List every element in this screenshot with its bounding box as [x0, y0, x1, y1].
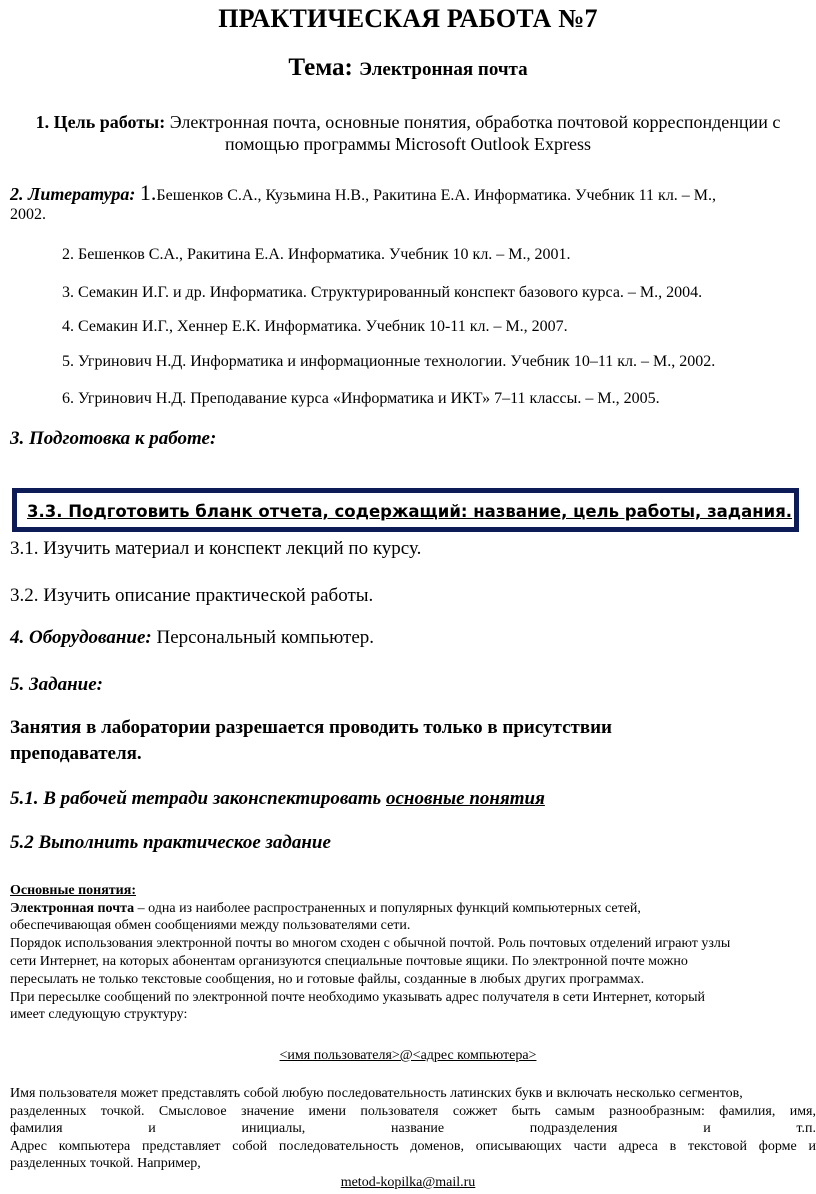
literature-line-2: 2002. [10, 206, 46, 223]
page-title: ПРАКТИЧЕСКАЯ РАБОТА №7 [218, 4, 598, 33]
literature-item: 4. Семакин И.Г., Хеннер Е.К. Информатика. Учебник 10-11 кл. – М., 2007. [62, 318, 568, 335]
literature-first-number: 1. [139, 180, 157, 205]
equipment-value: Персональный компьютер. [156, 627, 375, 648]
concepts-email-line-1 [10, 901, 641, 917]
preparation-item-1: 3.1. Изучить материал и конспект лекций по курсу. [10, 538, 422, 559]
email-term: Электронная почта [10, 901, 135, 916]
concepts-paragraph-line: Имя пользователя может представлять собой любую последовательность латинских букв и включать несколько сегментов, [10, 1086, 743, 1101]
task-sub-1 [10, 788, 545, 810]
preparation-item-2: 3.2. Изучить описание практической работы. [10, 585, 374, 606]
concepts-justified-row [10, 1121, 816, 1137]
concepts-paragraph-line: разделенных точкой. Например, [10, 1156, 201, 1171]
preparation-heading: 3. Подготовка к работе: [10, 428, 217, 449]
concepts-paragraph-line: имеет следующую структуру: [10, 1007, 188, 1022]
email-definition-1: – одна из наиболее распространенных и популярных функций компьютерных сетей, [134, 901, 641, 916]
concepts-paragraph-line: Порядок использования электронной почты во многом сходен с обычной почтой. Роль почтовых отделений играют узлы [10, 936, 731, 951]
example-email-address: metod-kopilka@mail.ru [340, 1175, 476, 1190]
justified-word: и [148, 1121, 156, 1136]
theme-line [0, 54, 816, 82]
task-sub-1-text: 5.1. В рабочей тетради законспектировать [10, 788, 382, 809]
literature-line-1 [10, 180, 716, 206]
task-sub-1-link: основные понятия [385, 788, 545, 809]
justified-word: фамилия [10, 1121, 63, 1136]
goal-line-1 [0, 112, 816, 133]
literature-label: 2. Литература: [10, 184, 136, 204]
warning-line-2: преподавателя. [10, 743, 142, 764]
warning-line-1: Занятия в лаборатории разрешается проводить только в присутствии [10, 717, 612, 738]
concepts-email-line-2: обеспечивающая обмен сообщениями между пользователями сети. [10, 918, 411, 933]
concepts-paragraph-line: Адрес компьютера представляет собой последовательность доменов, описывающих части адреса в текстовой форме и [10, 1139, 816, 1154]
concepts-heading: Основные понятия: [10, 883, 136, 898]
theme-label: Тема: [288, 54, 353, 81]
literature-item: 6. Угринович Н.Д. Преподавание курса «Информатика и ИКТ» 7–11 классы. – М., 2005. [62, 390, 660, 407]
concepts-paragraph-line: сети Интернет, на которых абонентам организуются специальные почтовые ящики. По электронной почте можно [10, 954, 688, 969]
justified-word: и [703, 1121, 711, 1136]
boxed-task-text: 3.3. Подготовить бланк отчета, содержащий: название, цель работы, задания. [27, 502, 793, 521]
justified-word: подразделения [529, 1121, 618, 1136]
goal-text-1: Электронная почта, основные понятия, обработка почтовой корреспонденции с [169, 112, 781, 132]
justified-word: название [390, 1121, 445, 1136]
literature-item: 5. Угринович Н.Д. Информатика и информационные технологии. Учебник 10–11 кл. – М., 2002. [62, 353, 716, 370]
highlighted-box [12, 488, 799, 532]
goal-line-2: помощью программы Microsoft Outlook Express [224, 134, 592, 154]
literature-item: 3. Семакин И.Г. и др. Информатика. Структурированный конспект базового курса. – М., 2004. [62, 284, 703, 301]
goal-label: 1. Цель работы: [35, 112, 166, 132]
concepts-paragraph-line: При пересылке сообщений по электронной почте необходимо указывать адрес получателя в сети Интернет, который [10, 990, 705, 1005]
address-format: <имя пользователя>@<адрес компьютера> [279, 1048, 537, 1063]
equipment-line [10, 627, 374, 649]
task-heading: 5. Задание: [10, 674, 103, 695]
literature-item: 2. Бешенков С.А., Ракитина Е.А. Информатика. Учебник 10 кл. – М., 2001. [62, 246, 571, 263]
concepts-paragraph-line: разделенных точкой. Смысловое значение имени пользователя сожжет быть самым разнообразным: фамилия, имя, [10, 1104, 816, 1119]
equipment-label: 4. Оборудование: [10, 627, 152, 648]
task-sub-2: 5.2 Выполнить практическое задание [10, 832, 331, 853]
literature-first-text: Бешенков С.А., Кузьмина Н.В., Ракитина Е.А. Информатика. Учебник 11 кл. – М., [156, 187, 717, 204]
justified-word: т.п. [796, 1121, 816, 1136]
justified-word: инициалы, [241, 1121, 306, 1136]
concepts-paragraph-line: пересылать не только текстовые сообщения, но и готовые файлы, созданные в любых других программах. [10, 972, 645, 987]
theme-value: Электронная почта [359, 59, 528, 80]
